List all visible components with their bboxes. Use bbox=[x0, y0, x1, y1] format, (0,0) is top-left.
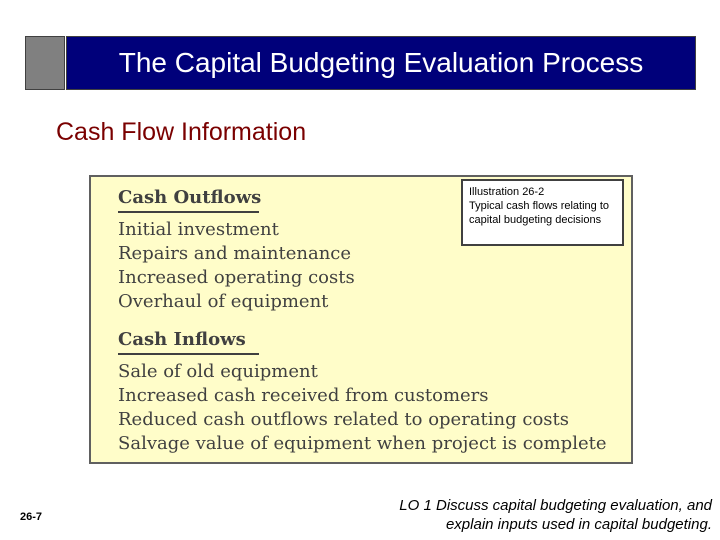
title-accent-tab bbox=[25, 36, 65, 90]
learning-objective-line: explain inputs used in capital budgeting. bbox=[445, 516, 712, 533]
outflow-item: Increased operating costs bbox=[118, 267, 355, 288]
illustration-callout bbox=[461, 179, 624, 246]
section-heading: Cash Flow Information bbox=[56, 118, 307, 146]
callout-body: Typical cash flows relating to capital budgeting decisions bbox=[469, 200, 610, 226]
inflows-underline bbox=[118, 353, 259, 355]
inflows-title: Cash Inflows bbox=[118, 329, 246, 350]
callout-title: Illustration 26-2 bbox=[469, 186, 545, 198]
inflow-item: Reduced cash outflows related to operating costs bbox=[118, 409, 570, 430]
title-bar bbox=[66, 36, 696, 90]
learning-objective bbox=[252, 496, 712, 534]
slide-title: The Capital Budgeting Evaluation Process bbox=[118, 47, 644, 78]
inflow-item: Sale of old equipment bbox=[118, 361, 318, 382]
outflow-item: Repairs and maintenance bbox=[118, 243, 352, 264]
outflows-title: Cash Outflows bbox=[118, 187, 262, 208]
outflow-item: Initial investment bbox=[118, 219, 279, 240]
slide-number: 26-7 bbox=[20, 511, 43, 523]
learning-objective-line: LO 1 Discuss capital budgeting evaluation, and bbox=[399, 497, 712, 514]
outflows-underline bbox=[118, 211, 259, 213]
inflow-item: Salvage value of equipment when project is complete bbox=[118, 433, 607, 454]
inflow-item: Increased cash received from customers bbox=[118, 385, 489, 406]
outflow-item: Overhaul of equipment bbox=[118, 291, 329, 312]
